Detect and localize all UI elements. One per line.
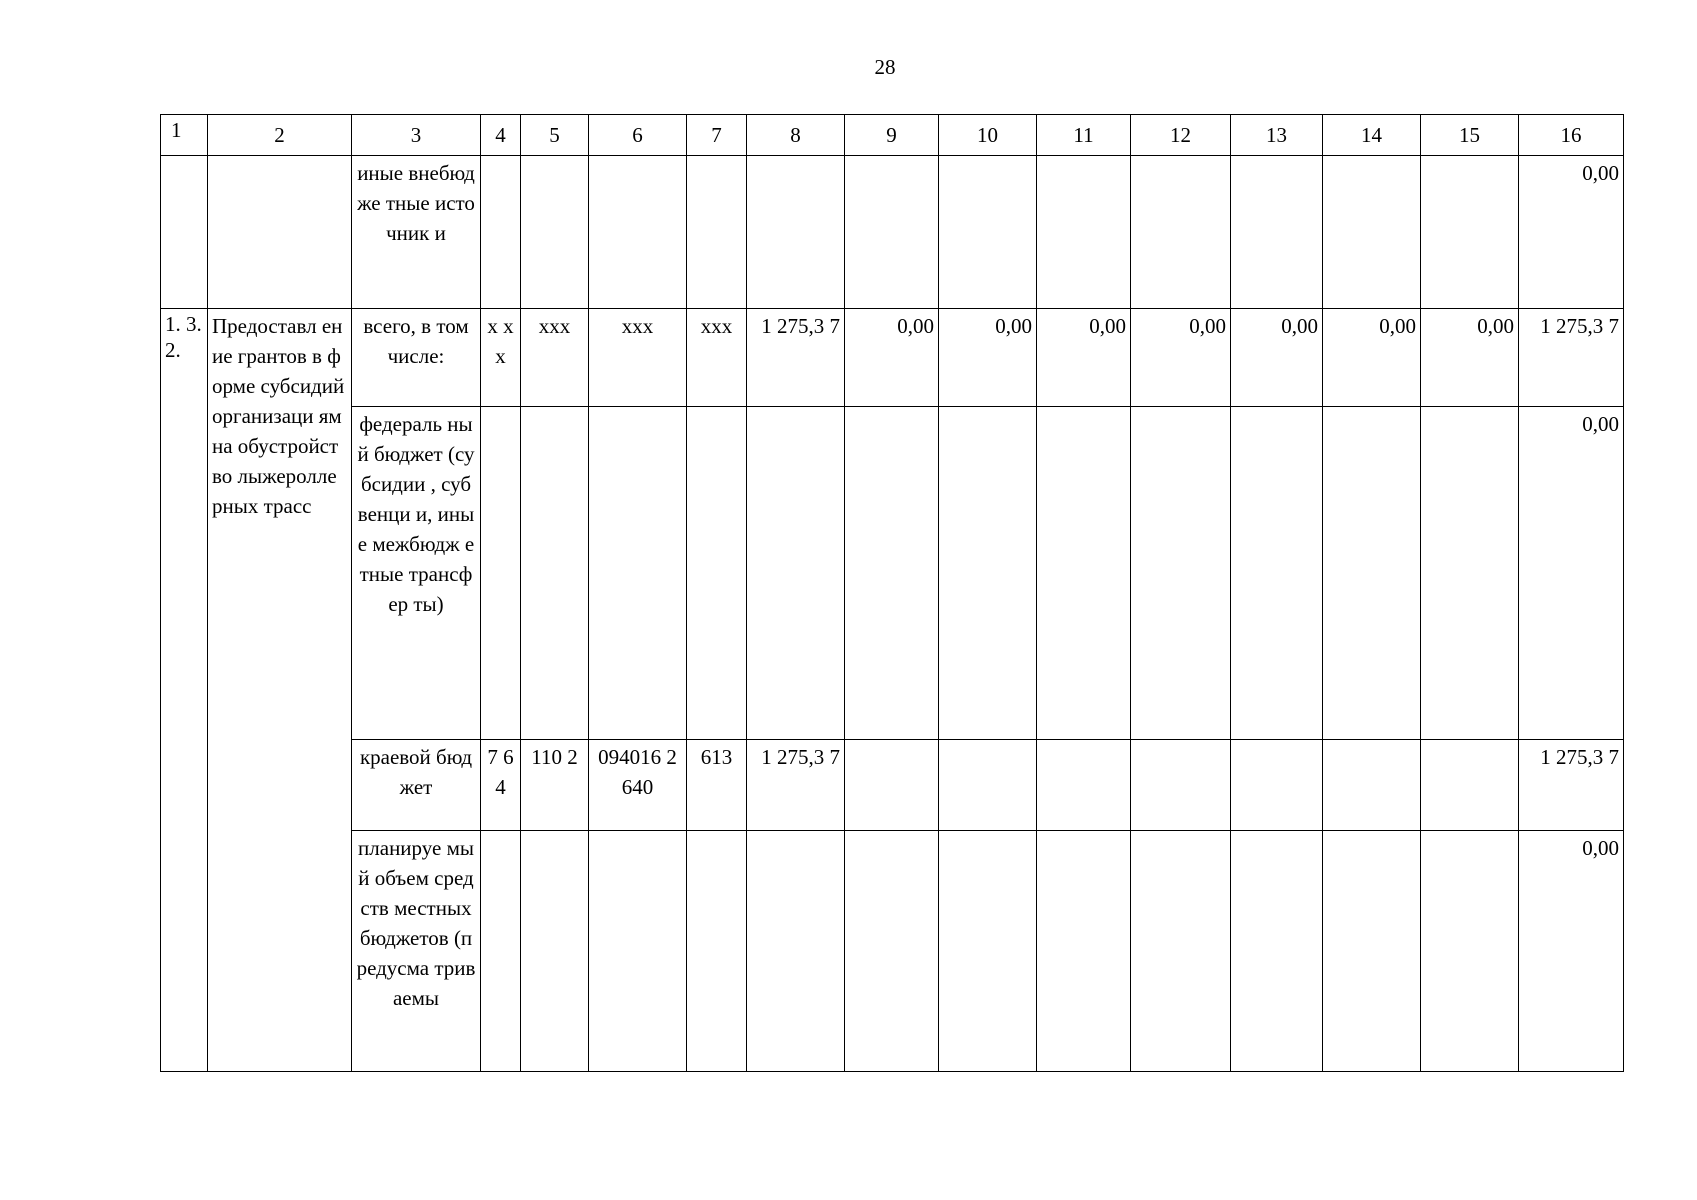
budget-table: [160, 114, 1624, 1072]
total-value: 0,00: [1519, 407, 1624, 740]
value-cell: 0,00: [1131, 309, 1231, 407]
table-cell: [1131, 831, 1231, 1072]
column-header: 5: [521, 115, 589, 156]
code-cell: ххх: [589, 309, 687, 407]
table-cell: [939, 407, 1037, 740]
table-cell: [687, 156, 747, 309]
table-cell: [747, 407, 845, 740]
funding-source-label: всего, в том числе:: [352, 309, 481, 407]
value-cell: 1 275,3 7: [747, 740, 845, 831]
value-cell: 0,00: [1231, 309, 1323, 407]
table-cell: [589, 156, 687, 309]
table-cell: [481, 156, 521, 309]
table-row-local: [161, 831, 1624, 1072]
table-cell: [845, 740, 939, 831]
table-cell: [1131, 407, 1231, 740]
table-cell: [589, 831, 687, 1072]
column-header: 1: [161, 115, 208, 156]
page-number: 28: [874, 55, 896, 79]
table-row-regional: [161, 740, 1624, 831]
item-number: 1. 3. 2.: [161, 309, 208, 1072]
code-cell: ххх: [521, 309, 589, 407]
table-row-federal: [161, 407, 1624, 740]
code-cell: 613: [687, 740, 747, 831]
column-header: 3: [352, 115, 481, 156]
column-header: 10: [939, 115, 1037, 156]
code-cell: х х х: [481, 309, 521, 407]
table-cell: [845, 156, 939, 309]
table-row-total: [161, 309, 1624, 407]
table-cell: [521, 156, 589, 309]
column-header: 2: [208, 115, 352, 156]
value-cell: 0,00: [1421, 309, 1519, 407]
code-cell: 110 2: [521, 740, 589, 831]
table-cell: [687, 407, 747, 740]
table-cell: [481, 407, 521, 740]
table-cell: [1323, 831, 1421, 1072]
table-cell: [1421, 156, 1519, 309]
table-cell: [845, 831, 939, 1072]
total-value: 1 275,3 7: [1519, 740, 1624, 831]
table-cell: [208, 156, 352, 309]
column-header: 12: [1131, 115, 1231, 156]
total-value: 0,00: [1519, 831, 1624, 1072]
table-cell: [1323, 740, 1421, 831]
table-cell: [939, 831, 1037, 1072]
column-header: 13: [1231, 115, 1323, 156]
table-cell: [687, 831, 747, 1072]
value-cell: 0,00: [1323, 309, 1421, 407]
value-cell: 1 275,3 7: [747, 309, 845, 407]
table-row-other-sources: [161, 156, 1624, 309]
table-cell: [1131, 156, 1231, 309]
table-cell: [1323, 156, 1421, 309]
table-cell: [1231, 831, 1323, 1072]
item-description: Предоставл ение грантов в форме субсидий организаци ям на обустройст во лыжеролле рных трасс: [208, 309, 352, 1072]
table-cell: [1131, 740, 1231, 831]
column-header: 8: [747, 115, 845, 156]
table-cell: [1231, 156, 1323, 309]
table-cell: [1231, 407, 1323, 740]
table-cell: [845, 407, 939, 740]
table-cell: [1231, 740, 1323, 831]
code-cell: 094016 2640: [589, 740, 687, 831]
value-cell: 0,00: [1037, 309, 1131, 407]
table-cell: [1037, 407, 1131, 740]
column-header: 15: [1421, 115, 1519, 156]
funding-source-label: иные внебюдже тные источник и: [352, 156, 481, 309]
table-cell: [939, 156, 1037, 309]
table-cell: [1037, 156, 1131, 309]
funding-source-label: федераль ный бюджет (субсидии , субвенци и, иные межбюдж етные трансфер ты): [352, 407, 481, 740]
table-cell: [161, 156, 208, 309]
value-cell: 0,00: [845, 309, 939, 407]
funding-source-label: планируе мый объем средств местных бюджетов (предусма триваемы: [352, 831, 481, 1072]
column-header: 16: [1519, 115, 1624, 156]
code-cell: ххх: [687, 309, 747, 407]
table-cell: [1037, 740, 1131, 831]
column-header: 6: [589, 115, 687, 156]
table-cell: [747, 831, 845, 1072]
table-cell: [1323, 407, 1421, 740]
column-header: 14: [1323, 115, 1421, 156]
funding-source-label: краевой бюджет: [352, 740, 481, 831]
table-cell: [1421, 831, 1519, 1072]
column-header: 4: [481, 115, 521, 156]
table-cell: [939, 740, 1037, 831]
table-cell: [1421, 740, 1519, 831]
total-value: 0,00: [1519, 156, 1624, 309]
header-row: [161, 115, 1624, 156]
table-cell: [747, 156, 845, 309]
column-header: 7: [687, 115, 747, 156]
value-cell: 0,00: [939, 309, 1037, 407]
total-value: 1 275,3 7: [1519, 309, 1624, 407]
code-cell: 7 6 4: [481, 740, 521, 831]
column-header: 9: [845, 115, 939, 156]
table-cell: [481, 831, 521, 1072]
table-cell: [589, 407, 687, 740]
table-cell: [521, 831, 589, 1072]
column-header: 11: [1037, 115, 1131, 156]
table-cell: [521, 407, 589, 740]
table-cell: [1037, 831, 1131, 1072]
table-cell: [1421, 407, 1519, 740]
